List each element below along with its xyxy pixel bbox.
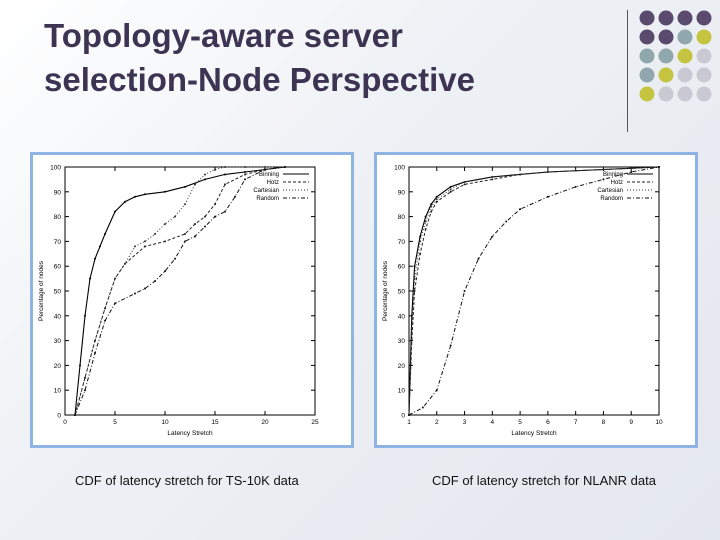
series-line-hotz — [75, 167, 285, 415]
data-point-random — [184, 240, 186, 242]
decor-dot — [678, 87, 693, 102]
data-point-cartesian — [114, 278, 116, 280]
data-point-cartesian — [104, 307, 106, 309]
series-line-binning — [75, 167, 285, 415]
y-tick-label: 50 — [53, 288, 61, 296]
y-axis-label: Percentage of nodes — [38, 261, 45, 321]
data-point-cartesian — [184, 203, 186, 205]
data-point-cartesian — [519, 173, 521, 175]
y-tick-label: 60 — [53, 263, 61, 271]
x-tick-label: 4 — [490, 419, 495, 426]
data-point-cartesian — [244, 166, 246, 168]
data-point-random — [450, 345, 452, 347]
data-point-binning — [450, 186, 452, 188]
y-tick-label: 100 — [394, 164, 405, 172]
data-point-hotz — [450, 191, 452, 193]
data-point-binning — [419, 235, 421, 237]
decor-dot — [697, 30, 712, 45]
data-point-random — [144, 288, 146, 290]
y-tick-label: 90 — [53, 189, 61, 197]
data-point-cartesian — [602, 168, 604, 170]
data-point-random — [519, 208, 521, 210]
data-point-random — [114, 302, 116, 304]
data-point-cartesian — [164, 223, 166, 225]
legend-label: Cartesian — [597, 188, 623, 194]
y-tick-label: 80 — [53, 214, 61, 222]
data-point-random — [104, 320, 106, 322]
x-axis-label: Latency Stretch — [511, 430, 557, 437]
data-point-binning — [436, 196, 438, 198]
data-point-cartesian — [154, 233, 156, 235]
data-point-binning — [124, 201, 126, 203]
x-tick-label: 10 — [655, 419, 663, 426]
decor-dot — [659, 30, 674, 45]
data-point-random — [602, 178, 604, 180]
y-tick-label: 0 — [57, 412, 61, 420]
series-line-random — [409, 167, 659, 415]
data-point-random — [224, 211, 226, 213]
data-point-hotz — [430, 211, 432, 213]
y-tick-label: 10 — [397, 387, 405, 395]
decor-dot — [678, 68, 693, 83]
y-tick-label: 0 — [401, 412, 405, 420]
data-point-random — [194, 235, 196, 237]
y-tick-label: 30 — [397, 338, 405, 346]
legend-label: Random — [256, 196, 279, 202]
data-point-cartesian — [174, 216, 176, 218]
data-point-random — [134, 292, 136, 294]
series-line-cartesian — [409, 167, 659, 415]
decor-dot — [678, 11, 693, 26]
data-point-hotz — [224, 183, 226, 185]
slide-title — [44, 14, 604, 102]
legend-label: Binning — [258, 172, 279, 178]
data-point-cartesian — [414, 278, 416, 280]
data-point-random — [491, 235, 493, 237]
data-point-random — [74, 414, 76, 416]
data-point-cartesian — [94, 340, 96, 342]
y-tick-label: 60 — [397, 263, 405, 271]
y-tick-label: 40 — [397, 313, 405, 321]
y-tick-label: 10 — [53, 387, 61, 395]
plot-frame — [65, 167, 315, 415]
data-point-binning — [414, 265, 416, 267]
data-point-cartesian — [425, 221, 427, 223]
y-axis-label: Percentage of nodes — [382, 261, 389, 321]
y-tick-label: 50 — [397, 288, 405, 296]
y-tick-label: 20 — [53, 362, 61, 370]
x-tick-label: 20 — [261, 419, 269, 426]
decor-dot — [659, 87, 674, 102]
decor-dot — [697, 11, 712, 26]
data-point-random — [436, 389, 438, 391]
data-point-cartesian — [264, 166, 266, 168]
plot-frame — [409, 167, 659, 415]
x-axis-label: Latency Stretch — [167, 430, 213, 437]
x-tick-label: 0 — [63, 419, 67, 426]
data-point-hotz — [164, 240, 166, 242]
decor-dot — [640, 11, 655, 26]
data-point-cartesian — [84, 377, 86, 379]
slide-title-line-2: selection-Node Perspective — [44, 61, 475, 98]
caption-ts10k: CDF of latency stretch for TS-10K data — [75, 473, 299, 488]
data-point-random — [408, 414, 410, 416]
x-tick-label: 15 — [211, 419, 219, 426]
data-point-binning — [134, 196, 136, 198]
data-point-hotz — [244, 173, 246, 175]
decor-dot — [678, 30, 693, 45]
chart-panel-left — [30, 152, 354, 448]
data-point-cartesian — [204, 173, 206, 175]
data-point-random — [547, 196, 549, 198]
series-line-hotz — [409, 167, 659, 415]
data-point-cartesian — [411, 327, 413, 329]
y-tick-label: 100 — [50, 164, 61, 172]
data-point-binning — [204, 178, 206, 180]
decor-dot — [640, 87, 655, 102]
decor-dot — [640, 68, 655, 83]
data-point-hotz — [184, 233, 186, 235]
legend-label: Hotz — [266, 180, 279, 186]
data-point-cartesian — [134, 245, 136, 247]
data-point-hotz — [204, 216, 206, 218]
data-point-binning — [104, 233, 106, 235]
decor-dot — [697, 68, 712, 83]
legend-label: Cartesian — [253, 188, 279, 194]
legend-label: Hotz — [610, 180, 623, 186]
decor-dot — [697, 49, 712, 64]
data-point-hotz — [464, 183, 466, 185]
data-point-random — [464, 290, 466, 292]
series-line-binning — [409, 167, 659, 415]
data-point-random — [204, 226, 206, 228]
decorative-divider — [627, 10, 628, 132]
series-line-random — [75, 167, 285, 415]
y-tick-label: 80 — [397, 214, 405, 222]
data-point-random — [234, 196, 236, 198]
data-point-cartesian — [124, 263, 126, 265]
data-point-binning — [184, 186, 186, 188]
data-point-cartesian — [419, 240, 421, 242]
decor-dot — [640, 30, 655, 45]
decor-dot — [659, 49, 674, 64]
caption-nlanr: CDF of latency stretch for NLANR data — [432, 473, 656, 488]
data-point-hotz — [491, 178, 493, 180]
data-point-hotz — [436, 201, 438, 203]
x-tick-label: 5 — [113, 419, 117, 426]
cdf-chart-nlanr — [377, 155, 695, 445]
data-point-random — [164, 270, 166, 272]
data-point-random — [174, 258, 176, 260]
data-point-random — [94, 352, 96, 354]
x-tick-label: 1 — [407, 419, 411, 426]
data-point-binning — [114, 211, 116, 213]
data-point-binning — [164, 191, 166, 193]
data-point-random — [575, 186, 577, 188]
data-point-binning — [430, 203, 432, 205]
data-point-random — [477, 258, 479, 260]
data-point-binning — [144, 193, 146, 195]
legend-label: Random — [600, 196, 623, 202]
data-point-random — [630, 171, 632, 173]
data-point-binning — [84, 315, 86, 317]
data-point-cartesian — [436, 198, 438, 200]
x-tick-label: 25 — [311, 419, 319, 426]
x-tick-label: 7 — [573, 419, 578, 426]
decor-dot — [678, 49, 693, 64]
legend-label: Binning — [602, 172, 623, 178]
data-point-cartesian — [224, 166, 226, 168]
data-point-binning — [79, 364, 81, 366]
data-point-hotz — [144, 245, 146, 247]
data-point-cartesian — [450, 188, 452, 190]
data-point-hotz — [419, 253, 421, 255]
data-point-random — [154, 280, 156, 282]
data-point-cartesian — [464, 181, 466, 183]
decor-dot — [697, 87, 712, 102]
data-point-random — [505, 221, 507, 223]
data-point-cartesian — [547, 171, 549, 173]
data-point-random — [244, 178, 246, 180]
data-point-cartesian — [214, 168, 216, 170]
data-point-random — [84, 389, 86, 391]
y-tick-label: 20 — [397, 362, 405, 370]
y-tick-label: 30 — [53, 338, 61, 346]
decorative-dot-grid — [637, 8, 719, 108]
decor-dot — [659, 11, 674, 26]
x-tick-label: 9 — [629, 419, 634, 426]
data-point-cartesian — [194, 183, 196, 185]
slide-title-line-1: Topology-aware server — [44, 17, 403, 54]
x-tick-label: 2 — [434, 419, 439, 426]
decor-dot — [659, 68, 674, 83]
y-tick-label: 70 — [397, 238, 405, 246]
cdf-chart-ts10k — [33, 155, 351, 445]
decor-dot — [640, 49, 655, 64]
chart-panel-right — [374, 152, 698, 448]
data-point-random — [214, 216, 216, 218]
data-point-cartesian — [430, 206, 432, 208]
data-point-binning — [94, 258, 96, 260]
data-point-cartesian — [491, 176, 493, 178]
data-point-hotz — [194, 223, 196, 225]
data-point-cartesian — [144, 240, 146, 242]
x-tick-label: 5 — [518, 419, 522, 426]
data-point-binning — [425, 216, 427, 218]
x-tick-label: 10 — [161, 419, 169, 426]
data-point-binning — [244, 171, 246, 173]
data-point-binning — [89, 278, 91, 280]
data-point-hotz — [214, 203, 216, 205]
series-line-cartesian — [75, 167, 285, 415]
data-point-random — [422, 407, 424, 409]
data-point-binning — [224, 173, 226, 175]
data-point-hotz — [425, 228, 427, 230]
data-point-random — [284, 166, 286, 168]
x-tick-label: 6 — [546, 419, 550, 426]
y-tick-label: 40 — [53, 313, 61, 321]
y-tick-label: 90 — [397, 189, 405, 197]
data-point-random — [264, 168, 266, 170]
y-tick-label: 70 — [53, 238, 61, 246]
data-point-random — [658, 166, 660, 168]
x-tick-label: 8 — [601, 419, 606, 426]
x-tick-label: 3 — [462, 419, 467, 426]
data-point-binning — [99, 245, 101, 247]
